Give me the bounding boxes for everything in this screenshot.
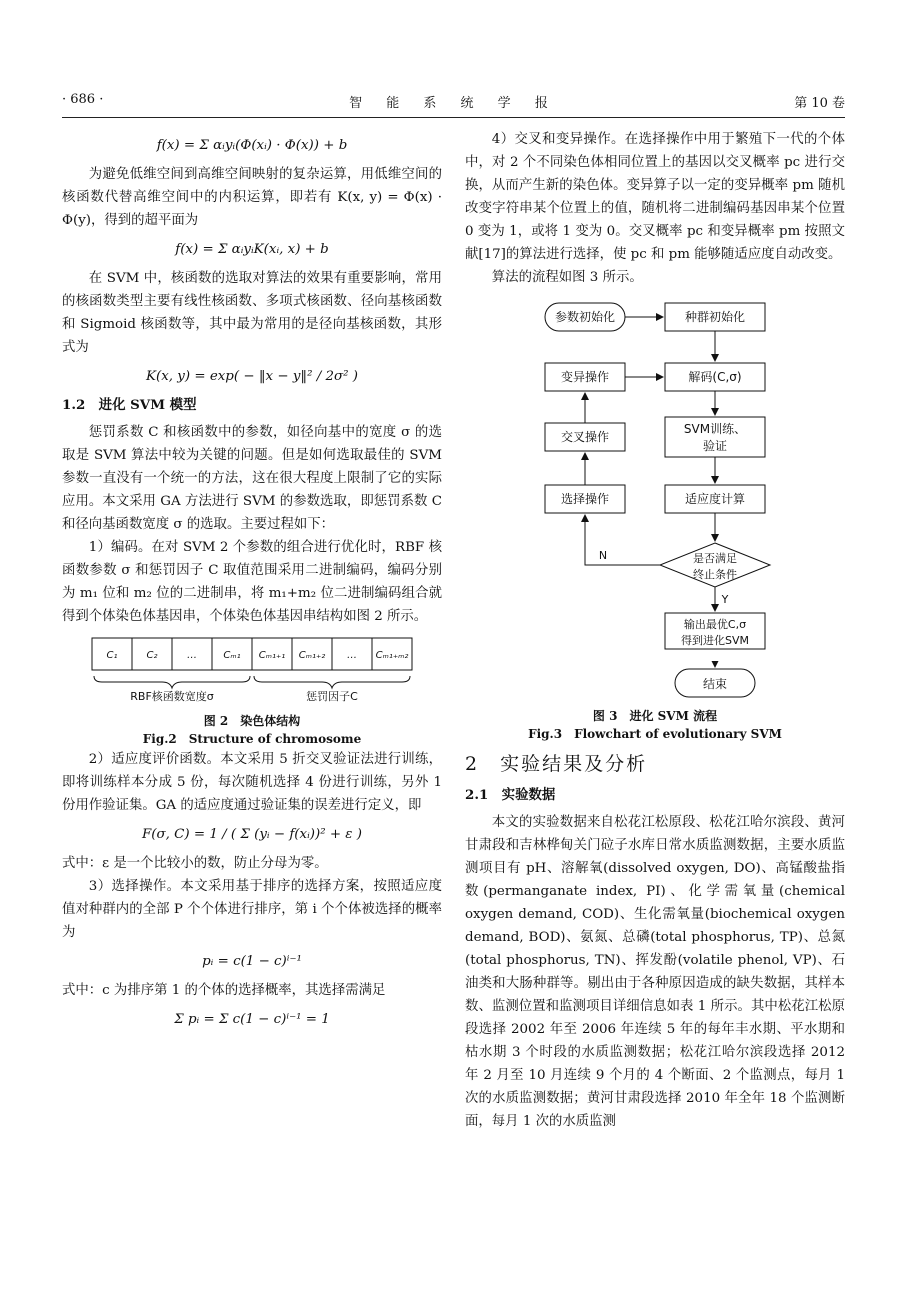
label-selection: 选择操作 bbox=[560, 492, 610, 506]
paragraph: 为避免低维空间到高维空间映射的复杂运算，用低维空间的核函数代替高维空间中的内积运算，即若有 K(x, y) = Φ(x) · Φ(y)，得到的超平面为 bbox=[62, 167, 442, 228]
paragraph: 算法的流程如图 3 所示。 bbox=[491, 270, 643, 285]
brace-label-penalty: 惩罚因子C bbox=[306, 690, 358, 702]
figure-2-caption-cn: 图 2 染色体结构 bbox=[203, 714, 301, 728]
label-svm-train-1: SVM训练、 bbox=[683, 422, 747, 436]
label-output-1: 输出最优C,σ bbox=[683, 618, 747, 631]
flowchart-figure bbox=[505, 295, 805, 655]
label-param-init: 参数初始化 bbox=[554, 310, 616, 324]
gene-cell: C₁ bbox=[106, 650, 118, 661]
equation-fitness: F(σ, C) = 1 / ( Σ (yᵢ − f(xᵢ))² + ε ) bbox=[142, 827, 362, 842]
right-column bbox=[465, 128, 845, 1133]
section-heading-2-1: 2.1 实验数据 bbox=[465, 787, 556, 803]
label-mutation: 变异操作 bbox=[560, 370, 610, 384]
label-svm-train-2: 验证 bbox=[702, 439, 728, 453]
gene-cell: … bbox=[347, 650, 357, 661]
label-decode: 解码(C,σ) bbox=[688, 370, 742, 384]
brace-label-rbf: RBF核函数宽度σ bbox=[130, 690, 214, 702]
equation-f2: f(x) = Σ αᵢyᵢK(xᵢ, x) + b bbox=[175, 242, 329, 257]
figure-3-caption-cn: 图 3 进化 SVM 流程 bbox=[592, 709, 718, 723]
gene-cell: Cₘ₁₊ₘ₂ bbox=[375, 650, 409, 661]
figure-2-caption-en: Fig.2 Structure of chromosome bbox=[142, 732, 362, 746]
paragraph: 1）编码。在对 SVM 2 个参数的组合进行优化时，RBF 核函数参数 σ 和惩罚因子 C 取值范围采用二进制编码，编码分别为 m₁ 位和 m₂ 位的二进制串，将 m₁+m₂ 位二进制编码组合就得到个体染色体基因串，个体染色体基因串结构如图 2 所示。 bbox=[62, 540, 442, 624]
gene-cell: … bbox=[187, 650, 197, 661]
paragraph: 本文的实验数据来自松花江松原段、松花江哈尔滨段、黄河甘肃段和吉林桦甸关门砬子水库日常水质监测数据，主要水质监测项目有 pH、溶解氧(dissolved oxygen, DO)、高锰酸盐指数(permanganate index, PI)、化学需氧量(chemical oxygen demand, COD)、生化需氧量(biochemical oxygen demand, BOD)、氨氮、总磷(total phosphorus, TP)、总氮(total phosphorus, TN)、挥发酚(volatile phenol, VP)、石油类和大肠种群等。剔出由于各种原因造成的缺失数据，其样本数、监测位置和监测项目详细信息如表 1 所示。其中松花江松原段选择 2002 年至 2006 年连续 5 年的每年丰水期、平水期和枯水期 3 个时段的水质监测数据；松花江哈尔滨段选择 2012 年 2 月至 10 月连续 9 个月的 4 个断面、2 个监测点，每月 1 次的水质监测数据；黄河甘肃段选择 2010 年全年 18 个监测断面，每月 1 次的水质监测 bbox=[465, 815, 845, 1129]
label-yes: Y bbox=[721, 593, 729, 606]
equation-sum: Σ pᵢ = Σ c(1 − c)ⁱ⁻¹ = 1 bbox=[174, 1012, 330, 1027]
page-header bbox=[62, 92, 845, 114]
paragraph: 式中：c 为排序第 1 的个体的选择概率，其选择需满足 bbox=[62, 983, 386, 998]
chromosome-figure bbox=[62, 636, 442, 702]
left-column bbox=[62, 128, 442, 1037]
figure-3-caption-en: Fig.3 Flowchart of evolutionary SVM bbox=[528, 727, 782, 741]
paragraph: 式中：ε 是一个比较小的数，防止分母为零。 bbox=[62, 856, 328, 871]
section-heading-1-2: 1.2 进化 SVM 模型 bbox=[62, 397, 197, 413]
label-output-2: 得到进化SVM bbox=[681, 634, 749, 647]
gene-cell: Cₘ₁₊₁ bbox=[258, 650, 286, 661]
volume-label: 第 10 卷 bbox=[794, 96, 845, 111]
paragraph: 惩罚系数 C 和核函数中的参数，如径向基中的宽度 σ 的选取是 SVM 算法中较为关键的问题。但是如何选取最佳的 SVM 参数一直没有一个统一的方法，这在很大程度上限制了它的实际应用。本文采用 GA 方法进行 SVM 的参数选取，即惩罚系数 C 和径向基函数宽度 σ 的选取。主要过程如下： bbox=[62, 425, 442, 532]
equation-kernel: K(x, y) = exp( − ‖x − y‖² / 2σ² ) bbox=[146, 369, 358, 384]
equation-prob: pᵢ = c(1 − c)ⁱ⁻¹ bbox=[202, 954, 302, 969]
paragraph: 2）适应度评价函数。本文采用 5 折交叉验证法进行训练，即将训练样本分成 5 份，每次随机选择 4 份进行训练，另外 1 份用作验证集。GA 的适应度通过验证集的误差进行定义，即 bbox=[62, 752, 442, 813]
label-fitness: 适应度计算 bbox=[684, 492, 746, 506]
page-number: · 686 · bbox=[62, 92, 104, 107]
gene-cell: Cₘ₁₊₂ bbox=[298, 650, 326, 661]
gene-cell: Cₘ₁ bbox=[223, 650, 241, 661]
label-pop-init: 种群初始化 bbox=[684, 310, 746, 324]
equation-f1: f(x) = Σ αᵢyᵢ(Φ(xᵢ) · Φ(x)) + b bbox=[156, 138, 348, 153]
header-rule bbox=[62, 117, 845, 118]
journal-name: 智 能 系 统 学 报 bbox=[349, 96, 558, 111]
paragraph: 在 SVM 中，核函数的选取对算法的效果有重要影响，常用的核函数类型主要有线性核函数、多项式核函数、径向基核函数和 Sigmoid 核函数等，其中最为常用的是径向基核函数，其形式为 bbox=[62, 271, 442, 355]
label-condition-1: 是否满足 bbox=[693, 552, 737, 565]
figure-3-caption bbox=[465, 707, 845, 743]
gene-cell: C₂ bbox=[146, 650, 158, 661]
paragraph: 4）交叉和变异操作。在选择操作中用于繁殖下一代的个体中，对 2 个不同染色体相同位置上的基因以交叉概率 pc 进行交换，从而产生新的染色体。变异算子以一定的变异概率 pm 随机改变字符串某个位置上的值，随机将二进制编码基因串某个位置 0 变为 1，或将 1 变为 0。交叉概率 pc 和变异概率 pm 按照文献[17]的算法进行选择，使 pc 和 pm 能够随适应度自动改变。 bbox=[465, 132, 845, 262]
paragraph: 3）选择操作。本文采用基于排序的选择方案，按照适应度值对种群内的全部 P 个个体进行排序，第 i 个个体被选择的概率为 bbox=[62, 879, 442, 940]
figure-2-caption bbox=[62, 712, 442, 748]
label-crossover: 交叉操作 bbox=[560, 430, 610, 444]
label-no: N bbox=[598, 549, 608, 562]
section-heading-2: 2 实验结果及分析 bbox=[465, 753, 648, 775]
label-condition-2: 终止条件 bbox=[693, 568, 737, 581]
label-end: 结束 bbox=[702, 677, 728, 691]
flowchart-end bbox=[505, 661, 805, 701]
